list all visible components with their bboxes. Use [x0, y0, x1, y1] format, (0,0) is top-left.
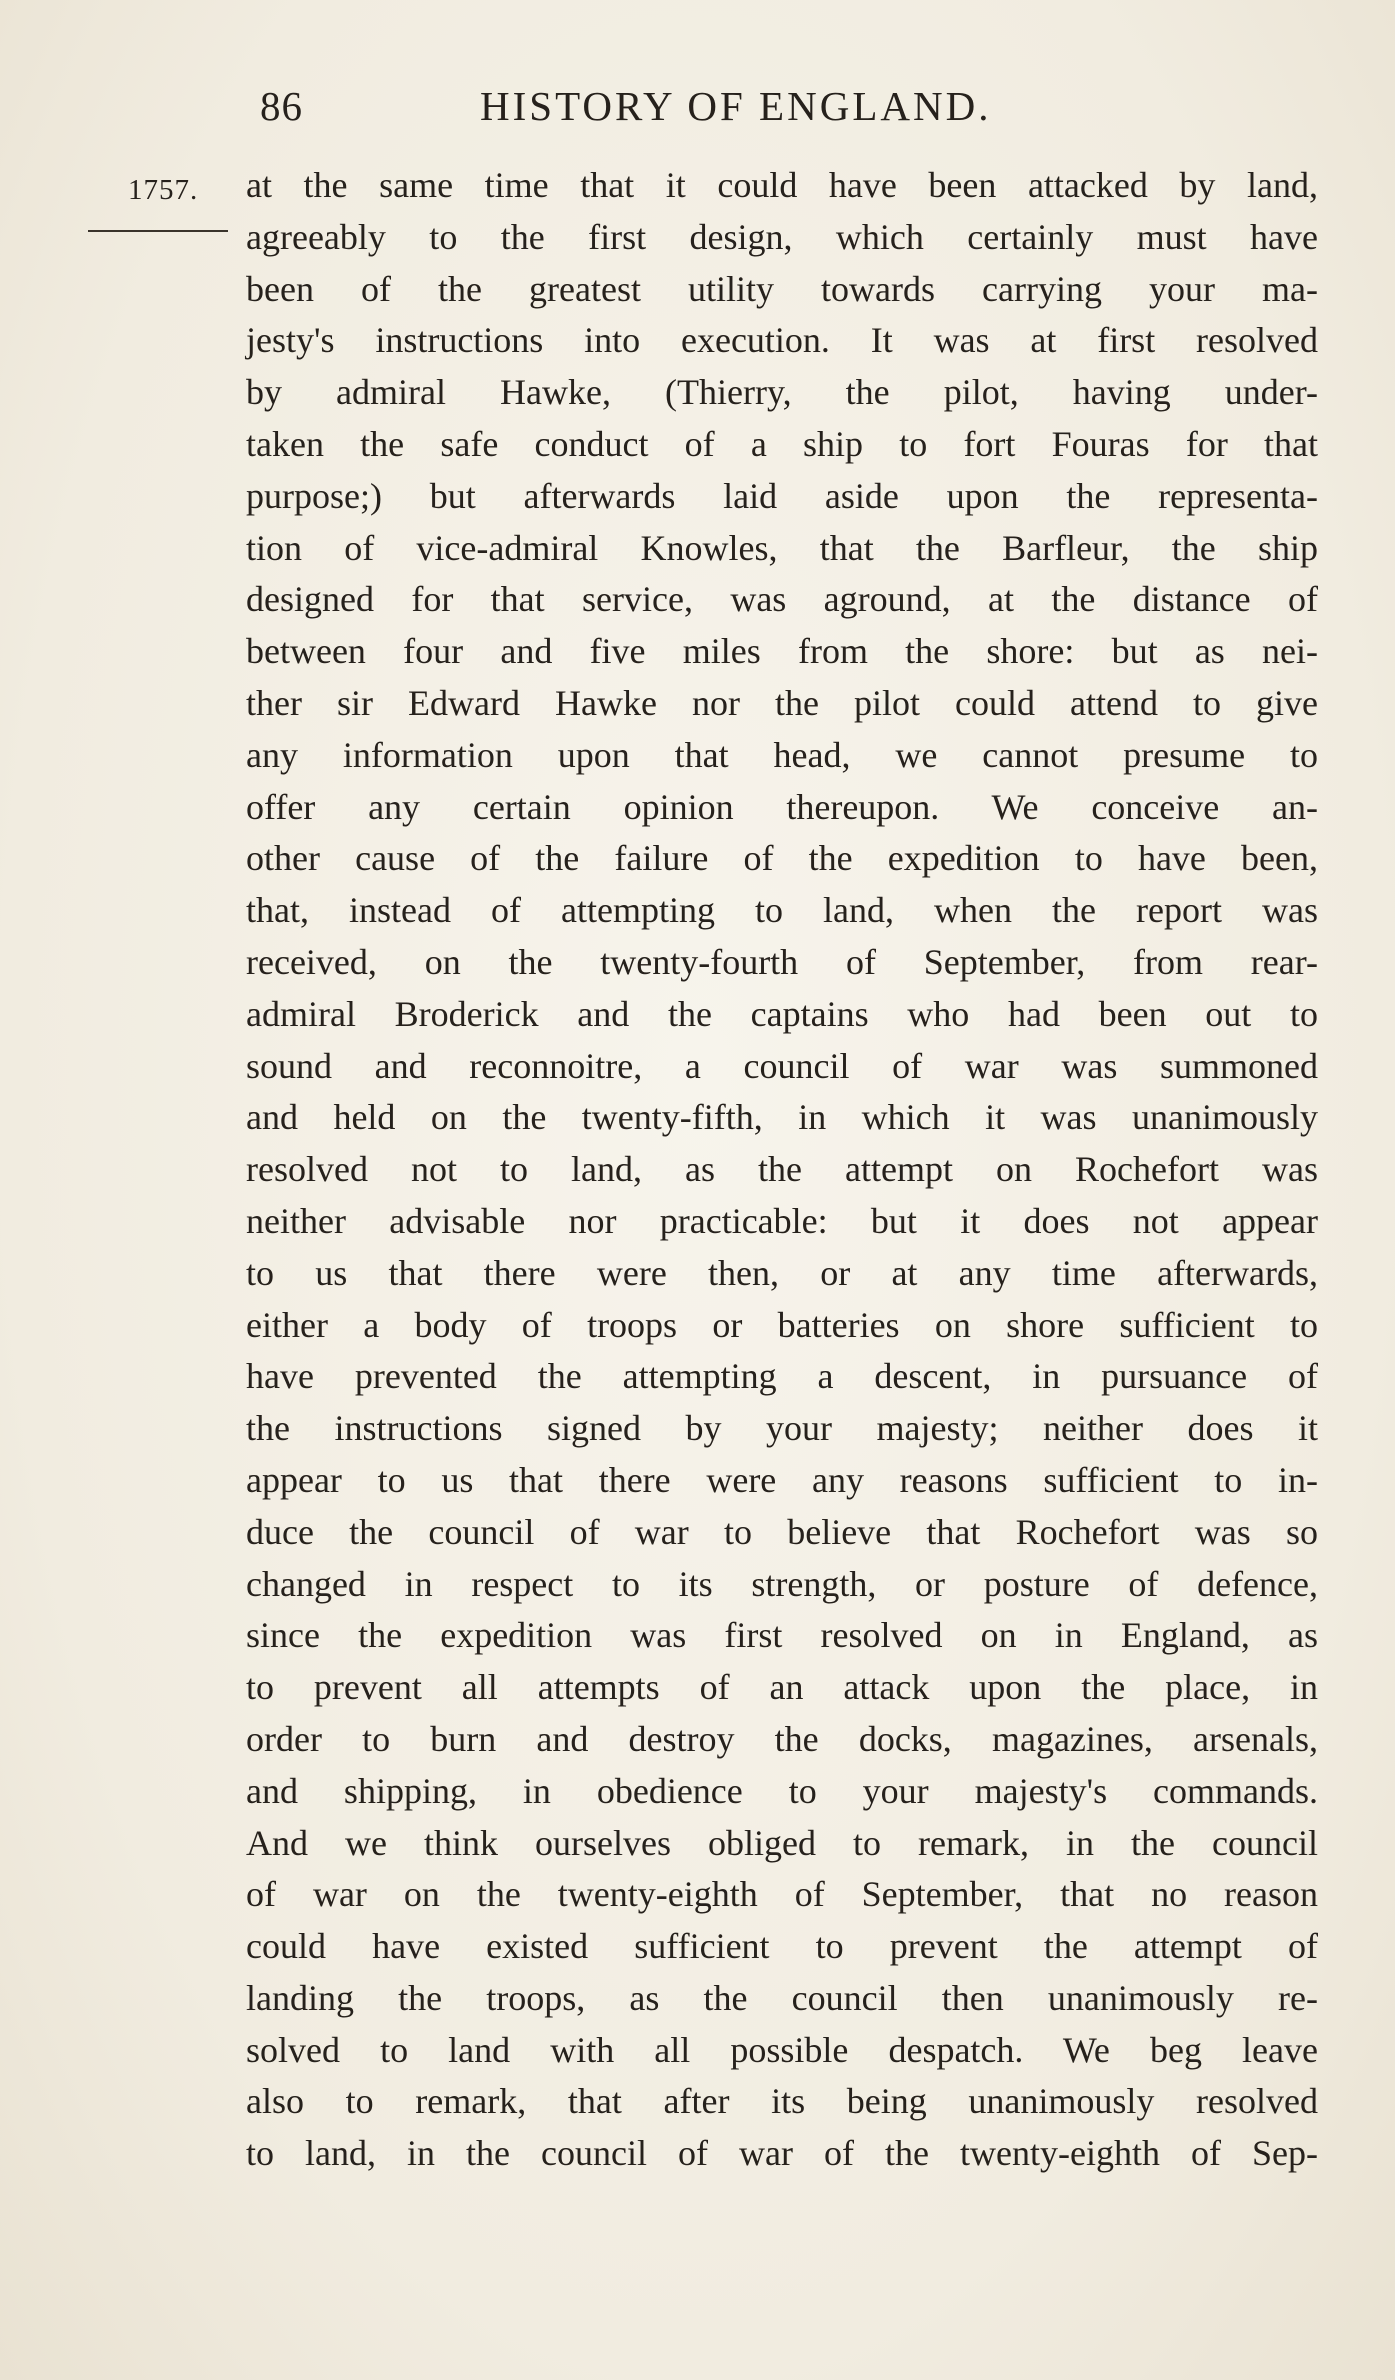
text-line: solved to land with all possible despatch. We beg leave	[246, 2029, 1318, 2070]
text-line: tion of vice-admiral Knowles, that the Barfleur, the ship	[246, 527, 1318, 568]
text-line: the instructions signed by your majesty; neither does it	[246, 1408, 1318, 1449]
text-line: and shipping, in obedience to your majesty's commands.	[246, 1770, 1318, 1811]
text-line: appear to us that there were any reasons sufficient to in-	[246, 1459, 1318, 1500]
text-line: sound and reconnoitre, a council of war was summoned	[246, 1045, 1318, 1086]
text-line: resolved not to land, as the attempt on Rochefort was	[246, 1149, 1318, 1190]
text-line: to us that there were then, or at any time afterwards,	[246, 1252, 1318, 1293]
text-line: jesty's instructions into execution. It was at first resolved	[246, 320, 1318, 361]
text-line: agreeably to the first design, which certainly must have	[246, 216, 1318, 257]
text-line: could have existed sufficient to prevent the attempt of	[246, 1926, 1318, 1967]
text-line: to land, in the council of war of the twenty-eighth of Sep-	[246, 2133, 1318, 2174]
text-line: been of the greatest utility towards carrying your ma-	[246, 268, 1318, 309]
text-line: of war on the twenty-eighth of September, that no reason	[246, 1874, 1318, 1915]
text-line: received, on the twenty-fourth of September, from rear-	[246, 941, 1318, 982]
text-line: purpose;) but afterwards laid aside upon the representa-	[246, 475, 1318, 516]
text-line: taken the safe conduct of a ship to fort Fouras for that	[246, 423, 1318, 464]
text-line: designed for that service, was aground, at the distance of	[246, 579, 1318, 620]
page-title: HISTORY OF ENGLAND.	[480, 83, 992, 129]
text-line: offer any certain opinion thereupon. We conceive an-	[246, 786, 1318, 827]
text-line: admiral Broderick and the captains who had been out to	[246, 993, 1318, 1034]
text-line: that, instead of attempting to land, when the report was	[246, 890, 1318, 931]
text-line: either a body of troops or batteries on shore sufficient to	[246, 1304, 1318, 1345]
text-line: order to burn and destroy the docks, magazines, arsenals,	[246, 1718, 1318, 1759]
text-line: landing the troops, as the council then unanimously re-	[246, 1977, 1318, 2018]
text-line: at the same time that it could have been attacked by land,	[246, 165, 1318, 205]
text-line: any information upon that head, we cannot presume to	[246, 734, 1318, 775]
text-line: to prevent all attempts of an attack upon the place, in	[246, 1667, 1318, 1708]
text-line: ther sir Edward Hawke nor the pilot could attend to give	[246, 682, 1318, 723]
body-text	[246, 160, 1318, 2180]
text-line: other cause of the failure of the expedition to have been,	[246, 838, 1318, 879]
text-line: between four and five miles from the shore: but as nei-	[246, 631, 1318, 672]
text-line: since the expedition was first resolved on in England, as	[246, 1615, 1318, 1656]
text-line: And we think ourselves obliged to remark, in the council	[246, 1822, 1318, 1863]
text-line: neither advisable nor practicable: but it does not appear	[246, 1200, 1318, 1241]
text-line: duce the council of war to believe that Rochefort was so	[246, 1511, 1318, 1552]
margin-rule	[88, 230, 228, 232]
page-number: 86	[260, 83, 303, 129]
running-head	[250, 82, 1320, 142]
text-line: also to remark, that after its being unanimously resolved	[246, 2081, 1318, 2122]
text-line: and held on the twenty-fifth, in which it was unanimously	[246, 1097, 1318, 1138]
text-line: have prevented the attempting a descent, in pursuance of	[246, 1356, 1318, 1397]
text-line: changed in respect to its strength, or posture of defence,	[246, 1563, 1318, 1604]
text-line: by admiral Hawke, (Thierry, the pilot, having under-	[246, 372, 1318, 413]
margin-year-note: 1757.	[128, 174, 199, 206]
